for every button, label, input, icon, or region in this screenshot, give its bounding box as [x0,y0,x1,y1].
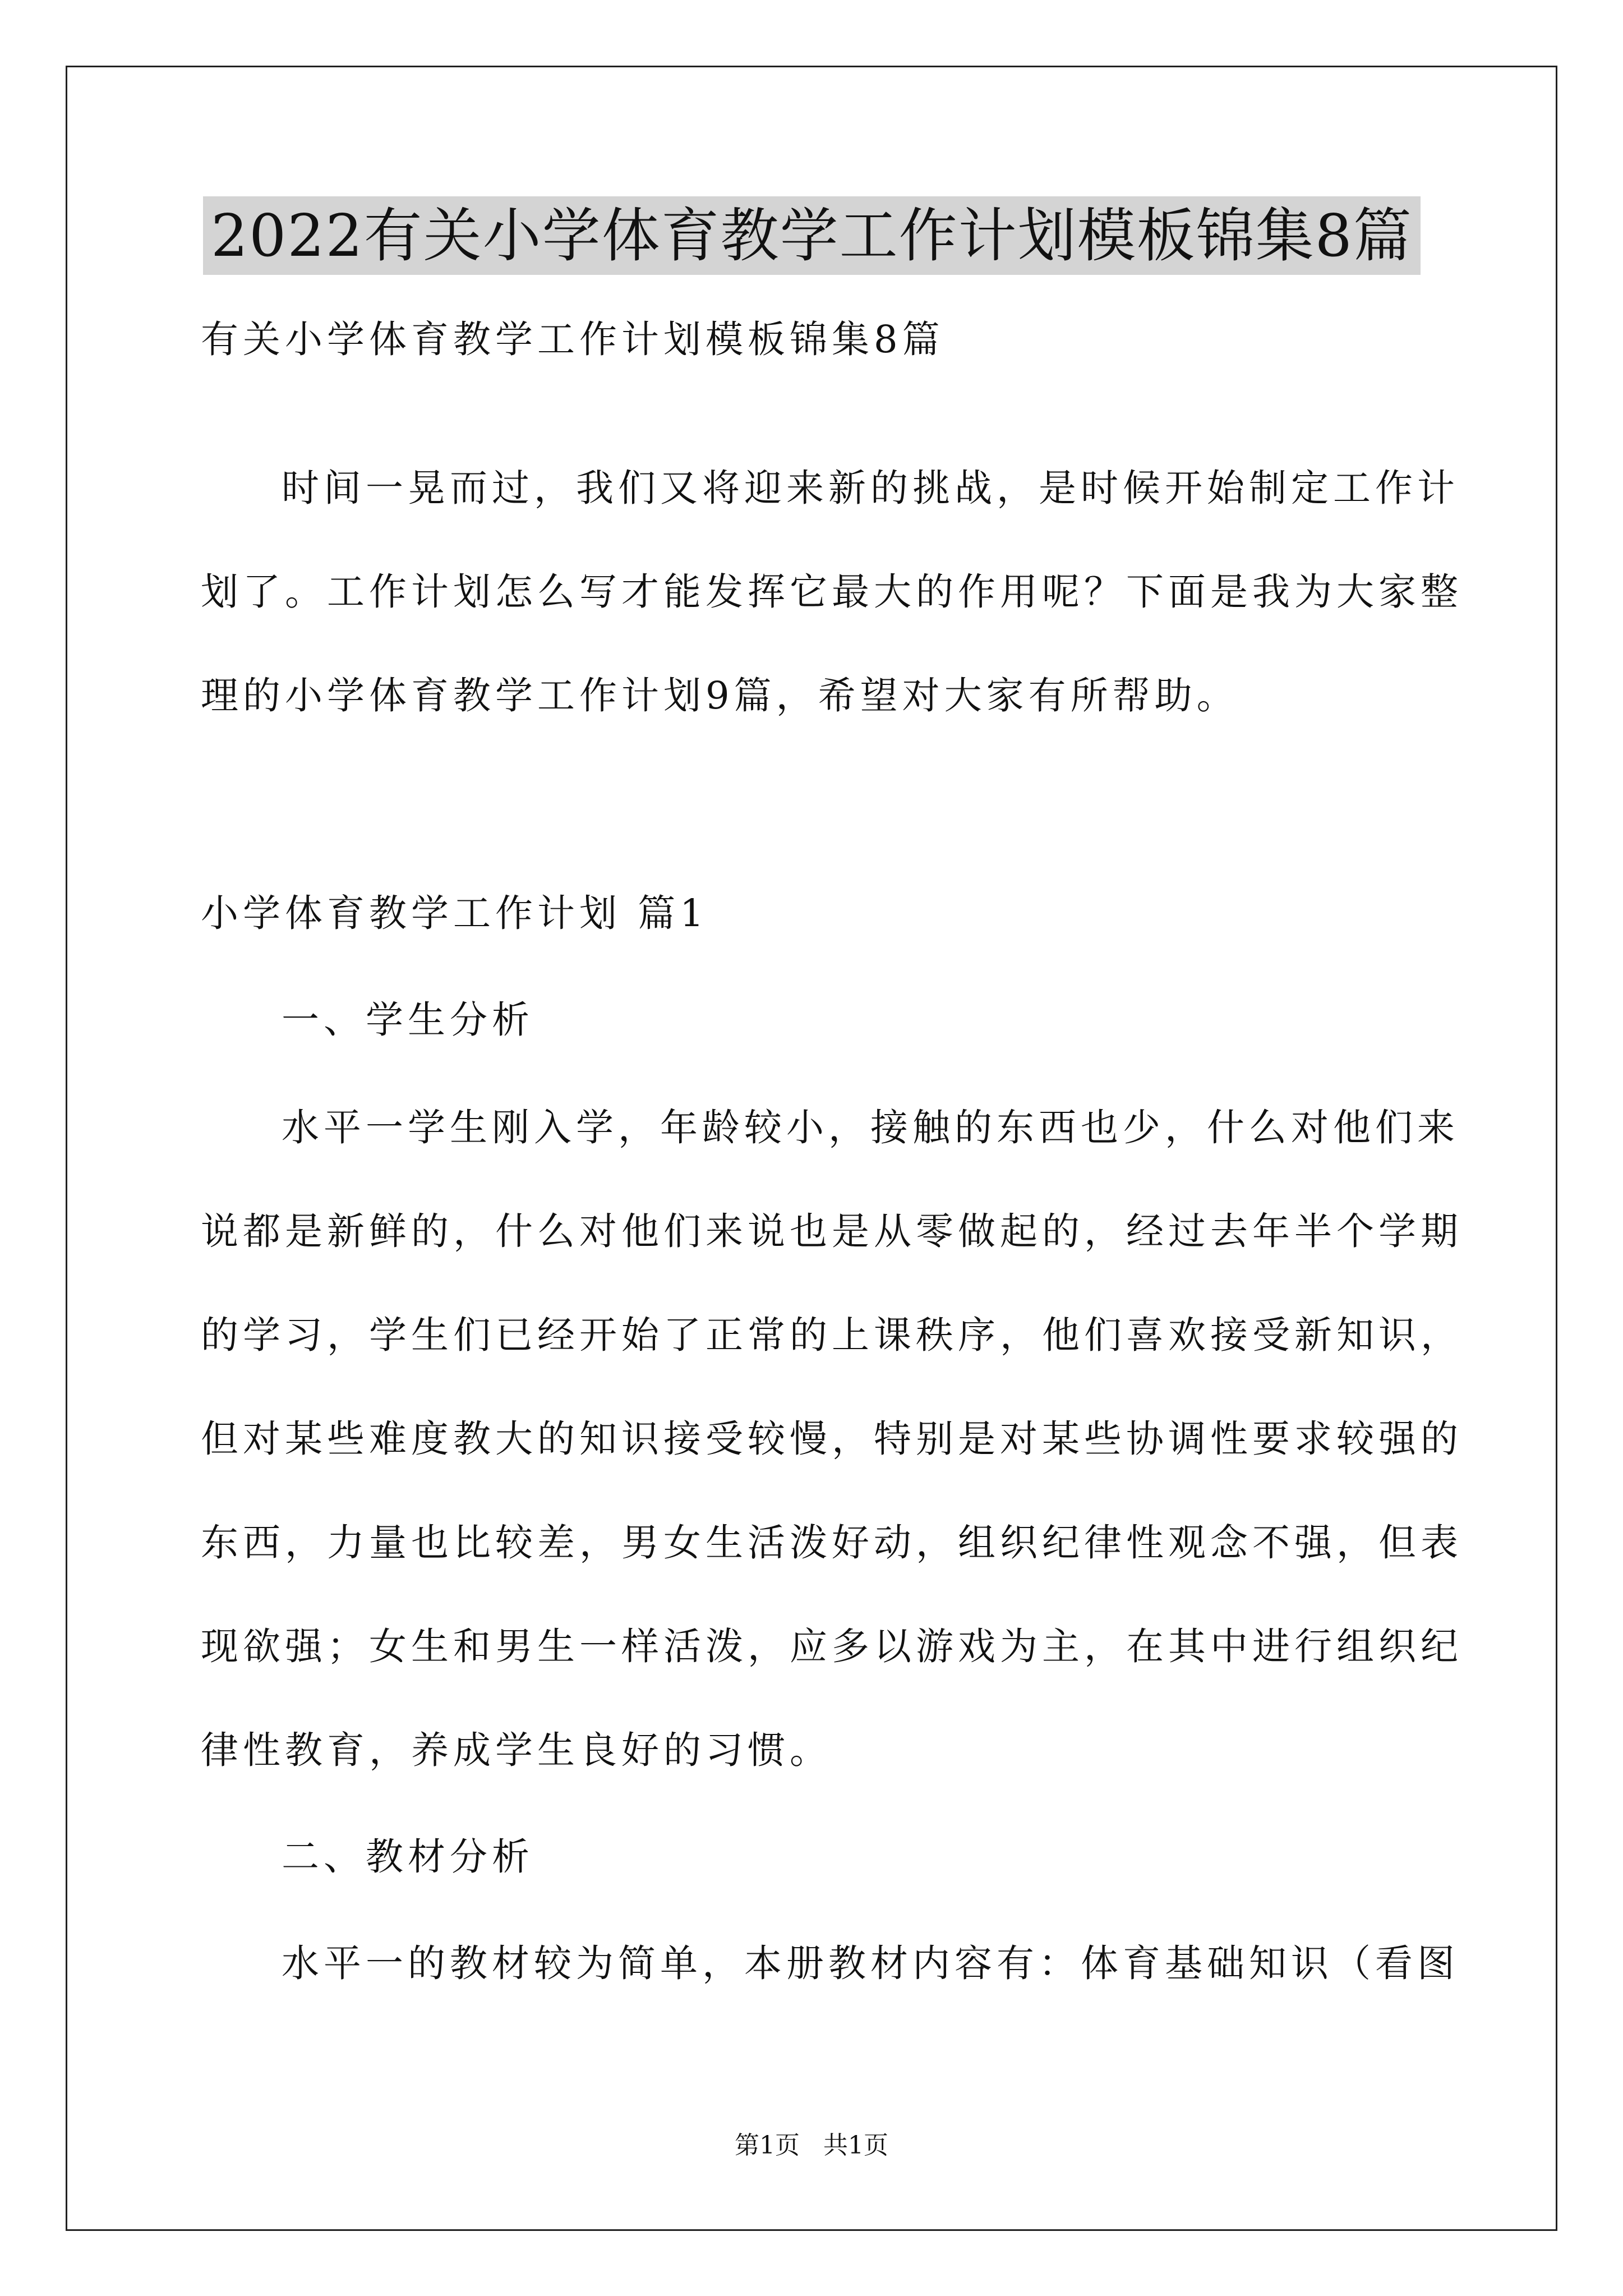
intro-line: 时间一晃而过，我们又将迎来新的挑战，是时候开始制定工作计 [282,466,1459,510]
paragraph-line: 说都是新鲜的，什么对他们来说也是从零做起的，经过去年半个学期 [201,1209,1463,1253]
paragraph-line: 东西，力量也比较差，男女生活泼好动，组织纪律性观念不强，但表 [201,1521,1463,1565]
intro-line: 划了。工作计划怎么写才能发挥它最大的作用呢？下面是我为大家整 [201,570,1463,614]
document-title: 2022有关小学体育教学工作计划模板锦集8篇 [203,196,1421,275]
intro-line: 理的小学体育教学工作计划9篇，希望对大家有所帮助。 [201,674,1239,717]
paragraph-line: 水平一学生刚入学，年龄较小，接触的东西也少，什么对他们来 [282,1106,1459,1149]
section-heading: 小学体育教学工作计划 篇1 [201,891,708,935]
document-subtitle: 有关小学体育教学工作计划模板锦集8篇 [201,318,944,361]
part1-heading: 一、学生分析 [282,998,534,1042]
paragraph-line: 水平一的教材较为简单，本册教材内容有：体育基础知识（看图 [282,1941,1459,1985]
paragraph-line: 现欲强；女生和男生一样活泼，应多以游戏为主，在其中进行组织纪 [201,1625,1463,1668]
part2-heading: 二、教材分析 [282,1835,534,1879]
paragraph-line: 的学习，学生们已经开始了正常的上课秩序，他们喜欢接受新知识， [201,1313,1463,1357]
paragraph-line: 但对某些难度教大的知识接受较慢，特别是对某些协调性要求较强的 [201,1417,1463,1461]
paragraph-line: 律性教育，养成学生良好的习惯。 [201,1728,832,1772]
page-number: 第1页 共1页 [735,2131,888,2160]
